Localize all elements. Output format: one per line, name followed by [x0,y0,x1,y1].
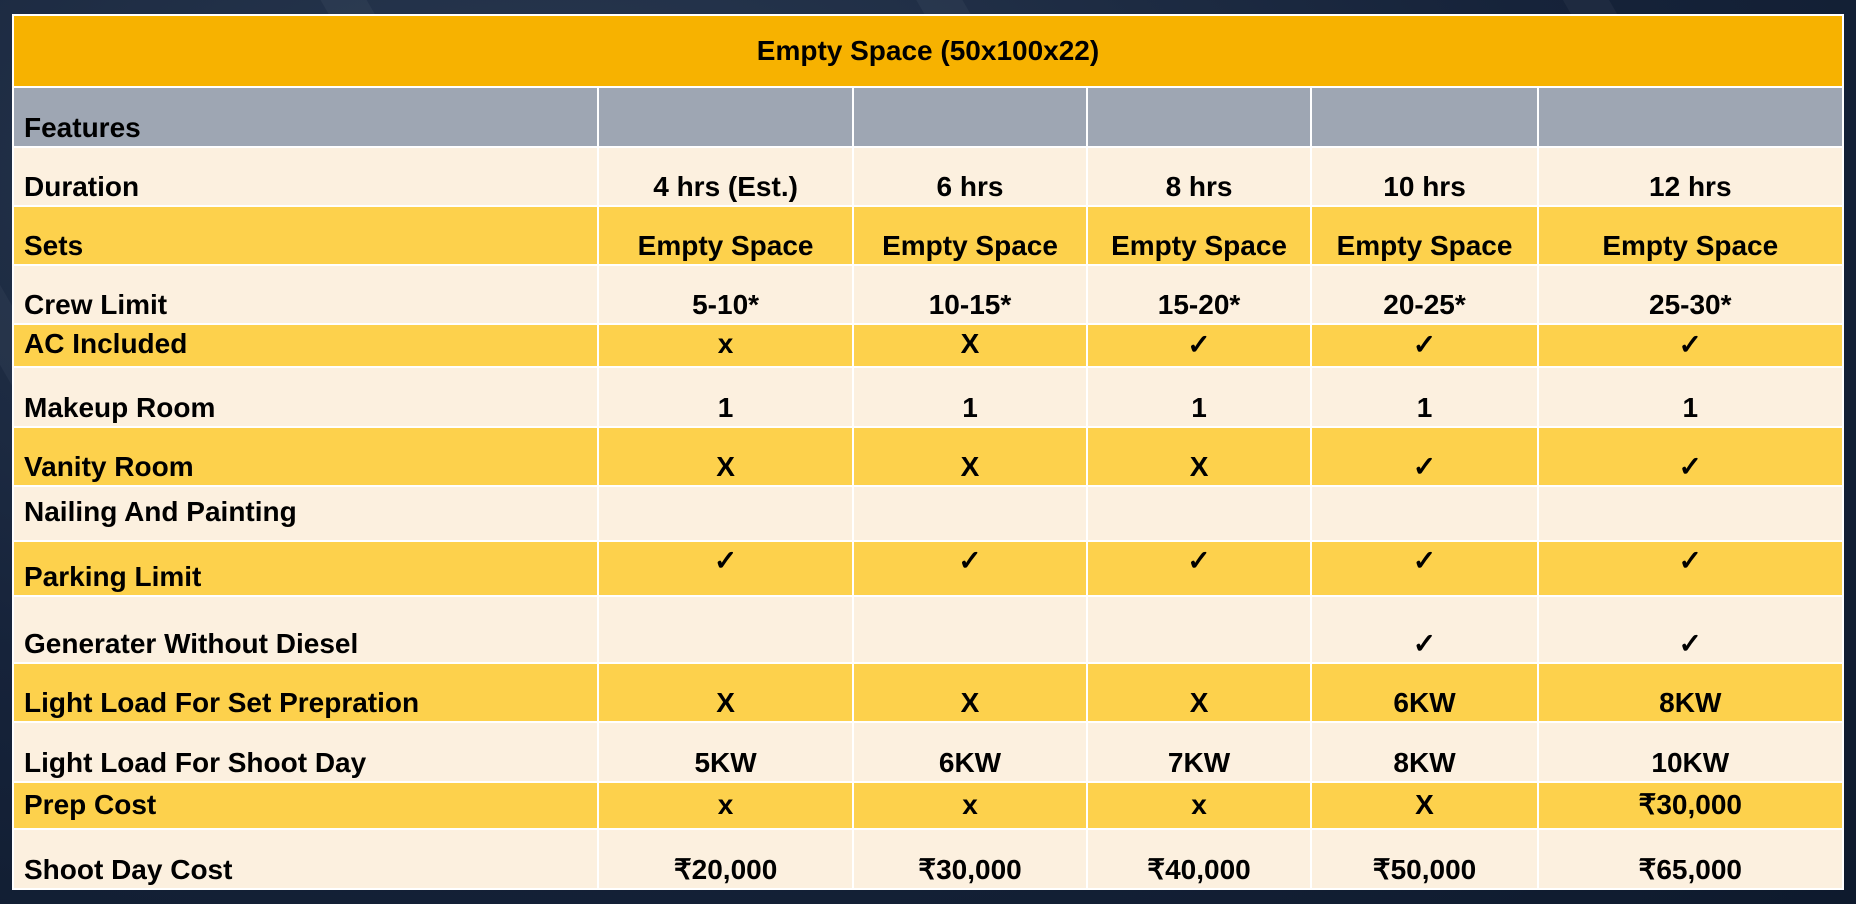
table-cell: Empty Space [1538,206,1843,265]
table-row-light-load-prep [13,663,1843,722]
feature-label: Shoot Day Cost [13,829,598,889]
table-cell: 10KW [1538,722,1843,782]
table-cell: x [598,324,854,367]
table-cell: ₹40,000 [1087,829,1312,889]
table-cell: 8 hrs [1087,147,1312,206]
table-cell [1087,596,1312,663]
table-cell: x [1087,782,1312,828]
table-cell: ₹30,000 [1538,782,1843,828]
table-cell: ₹20,000 [598,829,854,889]
table-row-nailing-painting [13,486,1843,540]
table-cell: ✓ [1087,541,1312,597]
table-cell: ₹50,000 [1311,829,1537,889]
feature-label: Nailing And Painting [13,486,598,540]
table-cell: 10-15* [853,265,1086,324]
table-cell: 20-25* [1311,265,1537,324]
table-cell: ✓ [1311,596,1537,663]
table-row-prep-cost [13,782,1843,828]
header-cell [598,87,854,147]
table-cell: ✓ [1087,324,1312,367]
table-cell [598,486,854,540]
table-cell: ✓ [598,541,854,597]
table-cell: ✓ [1311,541,1537,597]
table-cell [598,596,854,663]
table-cell: X [1311,782,1537,828]
table-row-ac-included [13,324,1843,367]
table-cell: 25-30* [1538,265,1843,324]
table-row-makeup-room [13,367,1843,427]
pricing-table-frame [12,14,1844,890]
header-cell [1087,87,1312,147]
table-row-shoot-day-cost [13,829,1843,889]
table-cell: 1 [853,367,1086,427]
table-row-crew-limit [13,265,1843,324]
table-cell: 1 [1087,367,1312,427]
table-cell: 8KW [1311,722,1537,782]
table-row-vanity-room [13,427,1843,486]
table-cell: 6 hrs [853,147,1086,206]
table-cell: ₹65,000 [1538,829,1843,889]
feature-label: Prep Cost [13,782,598,828]
feature-label: AC Included [13,324,598,367]
table-cell: 15-20* [1087,265,1312,324]
table-cell: ✓ [1311,324,1537,367]
table-row-sets [13,206,1843,265]
feature-label: Sets [13,206,598,265]
table-row-light-load-shoot [13,722,1843,782]
table-cell: Empty Space [853,206,1086,265]
table-cell: ✓ [1311,427,1537,486]
header-row [13,87,1843,147]
table-cell: Empty Space [1311,206,1537,265]
table-cell: 8KW [1538,663,1843,722]
table-cell: Empty Space [1087,206,1312,265]
feature-label: Generater Without Diesel [13,596,598,663]
feature-label: Vanity Room [13,427,598,486]
table-cell: 12 hrs [1538,147,1843,206]
table-cell: 6KW [853,722,1086,782]
header-cell [1538,87,1843,147]
table-cell: 1 [598,367,854,427]
table-cell [1311,486,1537,540]
table-cell [853,486,1086,540]
table-cell: 5-10* [598,265,854,324]
table-row-parking-limit [13,541,1843,597]
table-cell: 6KW [1311,663,1537,722]
header-cell [853,87,1086,147]
feature-label: Makeup Room [13,367,598,427]
feature-label: Duration [13,147,598,206]
table-cell: Empty Space [598,206,854,265]
table-cell: 5KW [598,722,854,782]
table-cell: 10 hrs [1311,147,1537,206]
table-cell [1538,486,1843,540]
table-cell: ✓ [1538,324,1843,367]
table-row-duration [13,147,1843,206]
table-cell: X [1087,427,1312,486]
features-header: Features [13,87,598,147]
table-cell: X [598,663,854,722]
table-cell [853,596,1086,663]
table-cell: X [598,427,854,486]
table-cell: ✓ [1538,541,1843,597]
table-cell: 1 [1311,367,1537,427]
table-cell: 1 [1538,367,1843,427]
table-cell [1087,486,1312,540]
feature-label: Light Load For Shoot Day [13,722,598,782]
feature-label: Parking Limit [13,541,598,597]
feature-label: Crew Limit [13,265,598,324]
table-cell: X [853,663,1086,722]
pricing-table [12,14,1844,890]
table-cell: 4 hrs (Est.) [598,147,854,206]
table-cell: X [1087,663,1312,722]
table-cell: x [853,782,1086,828]
table-title: Empty Space (50x100x22) [13,15,1843,87]
table-cell: ₹30,000 [853,829,1086,889]
table-cell: ✓ [1538,427,1843,486]
table-cell: 7KW [1087,722,1312,782]
table-row-generator [13,596,1843,663]
table-cell: X [853,324,1086,367]
table-cell: ✓ [853,541,1086,597]
feature-label: Light Load For Set Prepration [13,663,598,722]
table-cell: X [853,427,1086,486]
header-cell [1311,87,1537,147]
table-cell: x [598,782,854,828]
table-cell: ✓ [1538,596,1843,663]
